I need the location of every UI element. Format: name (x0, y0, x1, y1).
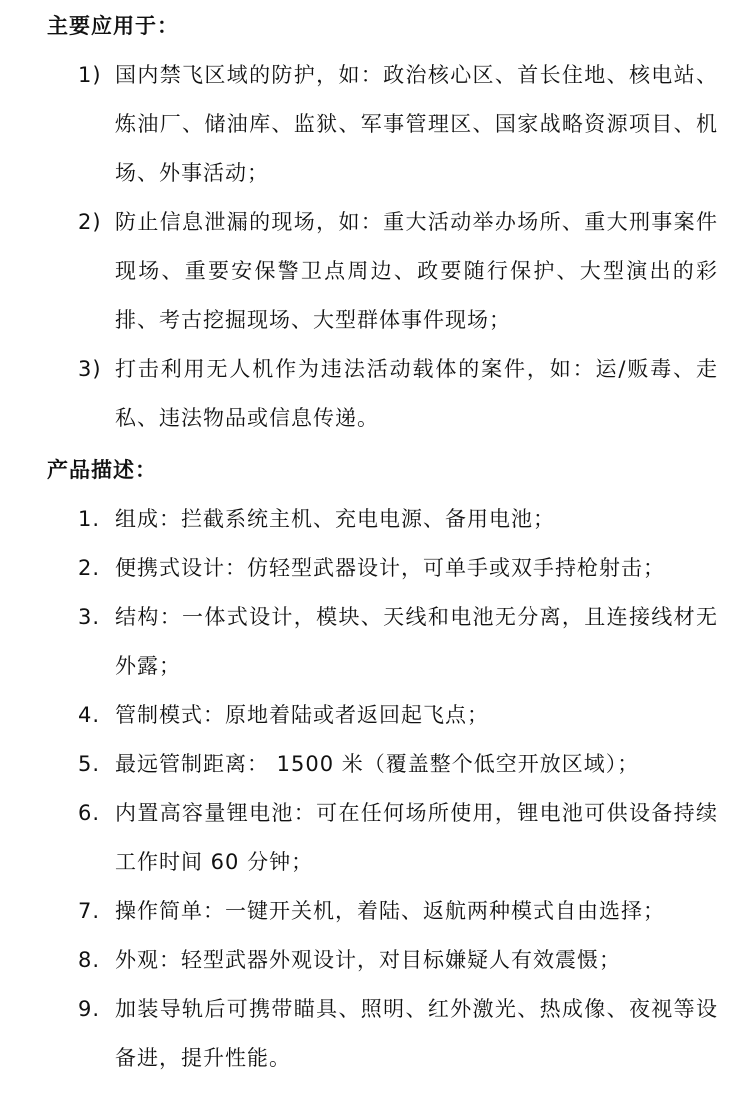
description-item-3-number: 3. (78, 605, 101, 629)
description-item-6-text: 内置高容量锂电池：可在任何场所使用，锂电池可供设备持续工作时间 60 分钟； (115, 801, 718, 874)
application-item-2-number: 2) (78, 210, 102, 234)
description-item-4-number: 4. (78, 703, 101, 727)
application-item-1 (78, 51, 718, 198)
application-item-2-text: 防止信息泄漏的现场，如：重大活动举办场所、重大刑事案件现场、重要安保警卫点周边、政要随行保护、大型演出的彩排、考古挖掘现场、大型群体事件现场； (115, 210, 718, 332)
description-item-6-number: 6. (78, 801, 101, 825)
description-item-9-text: 加装导轨后可携带瞄具、照明、红外激光、热成像、夜视等设备进，提升性能。 (115, 997, 718, 1070)
description-item-9 (78, 985, 718, 1083)
description-item-7-text: 操作简单：一键开关机，着陆、返航两种模式自由选择； (115, 899, 665, 923)
applications-heading: 主要应用于： (47, 14, 179, 38)
description-item-7 (78, 887, 718, 936)
description-item-1-text: 组成：拦截系统主机、充电电源、备用电池； (115, 507, 555, 531)
description-item-4 (78, 691, 718, 740)
description-item-2-number: 2. (78, 556, 101, 580)
application-item-1-text: 国内禁飞区域的防护，如：政治核心区、首长住地、核电站、炼油厂、储油库、监狱、军事管理区、国家战略资源项目、机场、外事活动； (115, 63, 718, 185)
description-item-5-text: 最远管制距离： 1500 米（覆盖整个低空开放区域）； (115, 752, 640, 776)
description-item-5 (78, 740, 718, 789)
application-item-3 (78, 345, 718, 443)
description-item-6 (78, 789, 718, 887)
application-item-1-number: 1) (78, 63, 102, 87)
description-item-5-number: 5. (78, 752, 101, 776)
description-item-4-text: 管制模式：原地着陆或者返回起飞点； (115, 703, 489, 727)
description-item-7-number: 7. (78, 899, 101, 923)
description-item-2 (78, 544, 718, 593)
description-heading: 产品描述： (47, 458, 157, 482)
application-item-3-text: 打击利用无人机作为违法活动载体的案件，如：运/贩毒、走私、违法物品或信息传递。 (115, 357, 718, 430)
description-item-8 (78, 936, 718, 985)
description-item-8-number: 8. (78, 948, 101, 972)
description-item-8-text: 外观：轻型武器外观设计，对目标嫌疑人有效震慑； (115, 948, 621, 972)
description-item-1-number: 1. (78, 507, 101, 531)
description-item-2-text: 便携式设计：仿轻型武器设计，可单手或双手持枪射击； (115, 556, 665, 580)
application-item-3-number: 3) (78, 357, 102, 381)
application-item-2 (78, 198, 718, 345)
description-item-9-number: 9. (78, 997, 101, 1021)
description-item-3 (78, 593, 718, 691)
description-item-1 (78, 495, 718, 544)
description-item-3-text: 结构：一体式设计，模块、天线和电池无分离，且连接线材无外露； (115, 605, 718, 678)
